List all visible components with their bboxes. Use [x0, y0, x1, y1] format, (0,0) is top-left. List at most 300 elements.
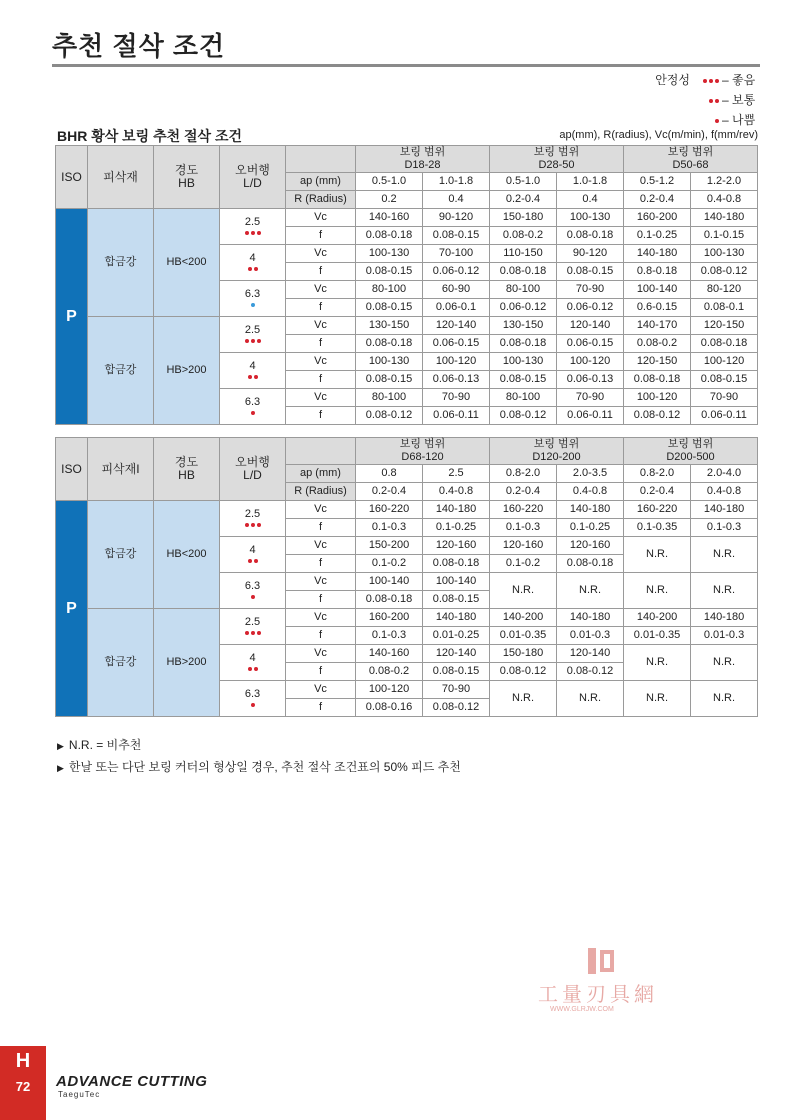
overhang-cell [220, 209, 286, 245]
hardness-label: 경도 [174, 163, 199, 177]
triangle-bullet-icon: ▶ [57, 741, 64, 751]
not-recommended-cell: N.R. [490, 681, 557, 717]
vc-cell: 120-160 [490, 537, 557, 555]
hardness-unit: HB [178, 468, 195, 482]
vc-cell: 140-170 [624, 317, 691, 335]
one-dot-icon [696, 110, 720, 130]
feed-cell: 0.1-0.25 [423, 519, 490, 537]
feed-cell: 0.08-0.2 [356, 663, 423, 681]
note-item: ▶ N.R. = 비추천 [57, 738, 142, 752]
vc-cell: 100-120 [557, 353, 624, 371]
watermark-text: 工量刃具網 [538, 982, 658, 1006]
feed-label: f [286, 263, 356, 281]
vc-label: Vc [286, 317, 356, 335]
vc-cell: 70-90 [557, 281, 624, 299]
section-title: BHR 황삭 보링 추천 절삭 조건 [57, 128, 243, 144]
vc-row [56, 209, 758, 227]
feed-cell: 0.08-0.18 [624, 371, 691, 389]
overhang-value: 2.5 [244, 324, 261, 336]
legend-good-label: – 좋음 [722, 73, 756, 87]
radius-cell: 0.2-0.4 [490, 191, 557, 209]
vc-cell: 60-90 [423, 281, 490, 299]
overhang-label: 오버행 [235, 163, 270, 177]
vc-cell: 100-130 [490, 353, 557, 371]
ap-cell: 2.0-3.5 [557, 465, 624, 483]
overhang-value: 2.5 [244, 616, 261, 628]
feed-label: f [286, 407, 356, 425]
vc-cell: 100-140 [624, 281, 691, 299]
vc-cell: 150-200 [356, 537, 423, 555]
feed-cell: 0.06-0.1 [423, 299, 490, 317]
radius-cell: 0.4 [557, 191, 624, 209]
feed-cell: 0.06-0.12 [423, 263, 490, 281]
overhang-value: 2.5 [244, 508, 261, 520]
vc-cell: 120-140 [423, 645, 490, 663]
vc-cell: 140-180 [691, 501, 758, 519]
stability-dots-icon [220, 665, 285, 673]
ap-cell: 0.8-2.0 [624, 465, 691, 483]
hardness-cell: HB>200 [154, 609, 220, 717]
title-rule [52, 64, 760, 67]
feed-cell: 0.1-0.2 [356, 555, 423, 573]
overhang-cell [220, 573, 286, 609]
feed-cell: 0.01-0.25 [423, 627, 490, 645]
stability-dots-icon [220, 337, 285, 345]
vc-cell: 70-90 [557, 389, 624, 407]
overhang-value: 4 [249, 652, 256, 664]
radius-cell: 0.4-0.8 [691, 483, 758, 501]
stability-dots-icon [220, 701, 285, 709]
feed-cell: 0.08-0.15 [423, 591, 490, 609]
overhang-value: 4 [249, 252, 256, 264]
feed-cell: 0.08-0.15 [557, 263, 624, 281]
vc-cell: 120-150 [624, 353, 691, 371]
boring-range-header [356, 438, 490, 465]
header-row [56, 438, 758, 465]
page-tab [0, 1046, 46, 1120]
stability-legend [655, 70, 758, 130]
ap-cell: 0.5-1.0 [490, 173, 557, 191]
ap-label: ap (mm) [286, 173, 356, 191]
page-title: 추천 절삭 조건 [52, 31, 226, 61]
two-dots-icon [696, 90, 720, 110]
feed-cell: 0.06-0.11 [557, 407, 624, 425]
feed-cell: 0.08-0.16 [356, 699, 423, 717]
stability-dots-icon [220, 301, 285, 309]
feed-label: f [286, 371, 356, 389]
overhang-cell [220, 681, 286, 717]
overhang-unit: L/D [243, 468, 262, 482]
ap-cell: 1.0-1.8 [557, 173, 624, 191]
not-recommended-cell: N.R. [691, 645, 758, 681]
iso-header: ISO [56, 146, 88, 209]
overhang-value: 4 [249, 544, 256, 556]
boring-range-header [356, 146, 490, 173]
three-dots-icon [696, 70, 720, 90]
vc-label: Vc [286, 573, 356, 591]
feed-cell: 0.08-0.18 [691, 335, 758, 353]
feed-cell: 0.01-0.3 [557, 627, 624, 645]
ap-cell: 0.5-1.0 [356, 173, 423, 191]
vc-cell: 110-150 [490, 245, 557, 263]
hardness-label: 경도 [174, 455, 199, 469]
boring-range-value: D120-200 [532, 451, 581, 463]
vc-cell: 150-180 [490, 645, 557, 663]
feed-cell: 0.08-0.15 [423, 663, 490, 681]
radius-cell: 0.2-0.4 [490, 483, 557, 501]
watermark-logo-icon [586, 946, 616, 976]
stability-dots-icon [220, 265, 285, 273]
radius-label: R (Radius) [286, 191, 356, 209]
vc-cell: 160-220 [624, 501, 691, 519]
overhang-cell [220, 245, 286, 281]
feed-cell: 0.08-0.18 [423, 555, 490, 573]
feed-cell: 0.1-0.25 [624, 227, 691, 245]
feed-cell: 0.1-0.15 [691, 227, 758, 245]
not-recommended-cell: N.R. [557, 573, 624, 609]
vc-cell: 120-140 [557, 317, 624, 335]
radius-cell: 0.2 [356, 191, 423, 209]
boring-range-value: D50-68 [672, 159, 709, 171]
vc-cell: 80-100 [356, 281, 423, 299]
not-recommended-cell: N.R. [624, 645, 691, 681]
feed-cell: 0.08-0.18 [356, 227, 423, 245]
ap-cell: 0.8 [356, 465, 423, 483]
vc-cell: 160-200 [356, 609, 423, 627]
boring-range-label: 보링 범위 [667, 438, 714, 450]
feed-label: f [286, 519, 356, 537]
vc-cell: 140-160 [356, 645, 423, 663]
overhang-value: 2.5 [244, 216, 261, 228]
vc-label: Vc [286, 681, 356, 699]
vc-cell: 140-200 [490, 609, 557, 627]
not-recommended-cell: N.R. [691, 681, 758, 717]
boring-range-header [624, 146, 758, 173]
feed-cell: 0.08-0.15 [490, 371, 557, 389]
vc-cell: 120-160 [423, 537, 490, 555]
legend-normal-label: – 보통 [722, 93, 756, 107]
vc-cell: 120-150 [691, 317, 758, 335]
feed-cell: 0.08-0.12 [423, 699, 490, 717]
feed-cell: 0.08-0.18 [557, 555, 624, 573]
radius-cell: 0.2-0.4 [356, 483, 423, 501]
page-number: 72 [15, 1079, 31, 1094]
feed-cell: 0.1-0.3 [490, 519, 557, 537]
feed-cell: 0.08-0.18 [356, 591, 423, 609]
vc-cell: 160-220 [490, 501, 557, 519]
vc-cell: 140-180 [624, 245, 691, 263]
feed-cell: 0.1-0.3 [691, 519, 758, 537]
ap-cell: 0.8-2.0 [490, 465, 557, 483]
boring-range-value: D28-50 [538, 159, 575, 171]
feed-cell: 0.1-0.25 [557, 519, 624, 537]
header-spacer [286, 438, 356, 465]
vc-cell: 140-180 [691, 209, 758, 227]
not-recommended-cell: N.R. [691, 537, 758, 573]
feed-label: f [286, 627, 356, 645]
hardness-unit: HB [178, 176, 195, 190]
vc-cell: 120-160 [557, 537, 624, 555]
overhang-value: 4 [249, 360, 256, 372]
header-spacer [286, 146, 356, 173]
overhang-label: 오버행 [235, 455, 270, 469]
vc-cell: 140-200 [624, 609, 691, 627]
vc-label: Vc [286, 645, 356, 663]
stability-dots-icon [220, 629, 285, 637]
feed-label: f [286, 663, 356, 681]
vc-cell: 100-120 [423, 353, 490, 371]
vc-cell: 90-120 [423, 209, 490, 227]
vc-label: Vc [286, 537, 356, 555]
vc-cell: 80-100 [490, 281, 557, 299]
section-letter: H [15, 1050, 31, 1072]
cutting-table-2 [55, 437, 758, 717]
not-recommended-cell: N.R. [624, 681, 691, 717]
feed-cell: 0.06-0.15 [423, 335, 490, 353]
overhang-cell [220, 353, 286, 389]
overhang-cell [220, 317, 286, 353]
hardness-header [154, 146, 220, 209]
legend-good [655, 70, 758, 90]
vc-cell: 70-90 [691, 389, 758, 407]
ap-cell: 0.5-1.2 [624, 173, 691, 191]
feed-cell: 0.08-0.18 [557, 227, 624, 245]
brand-name: ADVANCE CUTTING [56, 1073, 208, 1090]
vc-cell: 100-130 [356, 245, 423, 263]
overhang-cell [220, 537, 286, 573]
vc-cell: 120-140 [423, 317, 490, 335]
ap-label: ap (mm) [286, 465, 356, 483]
feed-cell: 0.08-0.2 [490, 227, 557, 245]
ap-cell: 1.2-2.0 [691, 173, 758, 191]
notes [57, 735, 461, 779]
radius-cell: 0.2-0.4 [624, 191, 691, 209]
vc-cell: 140-160 [356, 209, 423, 227]
units-note: ap(mm), R(radius), Vc(m/min), f(mm/rev) [559, 129, 758, 141]
overhang-cell [220, 609, 286, 645]
feed-cell: 0.06-0.15 [557, 335, 624, 353]
boring-range-label: 보링 범위 [399, 146, 446, 158]
hardness-cell: HB<200 [154, 209, 220, 317]
vc-cell: 100-120 [624, 389, 691, 407]
radius-cell: 0.2-0.4 [624, 483, 691, 501]
not-recommended-cell: N.R. [691, 573, 758, 609]
feed-label: f [286, 699, 356, 717]
feed-cell: 0.08-0.12 [557, 663, 624, 681]
overhang-value: 6.3 [244, 288, 261, 300]
feed-cell: 0.1-0.35 [624, 519, 691, 537]
iso-p-cell: P [56, 209, 88, 425]
ap-cell: 1.0-1.8 [423, 173, 490, 191]
feed-cell: 0.06-0.11 [423, 407, 490, 425]
vc-cell: 140-180 [557, 501, 624, 519]
feed-cell: 0.08-0.12 [691, 263, 758, 281]
vc-cell: 130-150 [356, 317, 423, 335]
vc-row [56, 609, 758, 627]
material-cell: 합금강 [88, 501, 154, 609]
stability-dots-icon [220, 373, 285, 381]
feed-cell: 0.08-0.18 [490, 263, 557, 281]
feed-label: f [286, 591, 356, 609]
hardness-header [154, 438, 220, 501]
radius-label: R (Radius) [286, 483, 356, 501]
legend-bad-label: – 나쁨 [722, 113, 756, 127]
vc-cell: 90-120 [557, 245, 624, 263]
feed-label: f [286, 227, 356, 245]
material-header: 피삭재I [88, 438, 154, 501]
overhang-cell [220, 501, 286, 537]
stability-dots-icon [220, 557, 285, 565]
boring-range-label: 보링 범위 [667, 146, 714, 158]
overhang-value: 6.3 [244, 688, 261, 700]
boring-range-label: 보링 범위 [399, 438, 446, 450]
feed-cell: 0.01-0.3 [691, 627, 758, 645]
feed-cell: 0.1-0.2 [490, 555, 557, 573]
boring-range-header [490, 438, 624, 465]
feed-cell: 0.08-0.18 [356, 335, 423, 353]
feed-cell: 0.1-0.3 [356, 519, 423, 537]
not-recommended-cell: N.R. [624, 537, 691, 573]
vc-cell: 140-180 [423, 609, 490, 627]
feed-cell: 0.08-0.12 [356, 407, 423, 425]
vc-cell: 140-180 [691, 609, 758, 627]
boring-range-label: 보링 범위 [533, 438, 580, 450]
feed-cell: 0.08-0.15 [356, 371, 423, 389]
note-item: ▶ 한날 또는 다단 보링 커터의 형상일 경우, 추천 절삭 조건표의 50% 피드 추천 [57, 760, 461, 774]
feed-cell: 0.08-0.12 [624, 407, 691, 425]
iso-p-cell: P [56, 501, 88, 717]
vc-label: Vc [286, 389, 356, 407]
feed-cell: 0.06-0.12 [490, 299, 557, 317]
feed-cell: 0.08-0.12 [490, 407, 557, 425]
overhang-cell [220, 645, 286, 681]
vc-label: Vc [286, 353, 356, 371]
feed-cell: 0.08-0.1 [691, 299, 758, 317]
material-cell: 합금강 [88, 609, 154, 717]
feed-cell: 0.01-0.35 [490, 627, 557, 645]
feed-cell: 0.08-0.2 [624, 335, 691, 353]
boring-range-label: 보링 범위 [533, 146, 580, 158]
feed-cell: 0.08-0.12 [490, 663, 557, 681]
vc-cell: 120-140 [557, 645, 624, 663]
overhang-cell [220, 389, 286, 425]
radius-cell: 0.4-0.8 [691, 191, 758, 209]
boring-range-value: D18-28 [404, 159, 441, 171]
vc-label: Vc [286, 501, 356, 519]
vc-row [56, 317, 758, 335]
cutting-table-1 [55, 145, 758, 425]
watermark-url: WWW.GLRJW.COM [550, 1006, 614, 1013]
triangle-bullet-icon: ▶ [57, 763, 64, 773]
feed-label: f [286, 555, 356, 573]
vc-cell: 100-140 [423, 573, 490, 591]
feed-cell: 0.1-0.3 [356, 627, 423, 645]
vc-cell: 100-130 [557, 209, 624, 227]
stability-dots-icon [220, 229, 285, 237]
vc-cell: 80-100 [490, 389, 557, 407]
overhang-header [220, 146, 286, 209]
feed-cell: 0.01-0.35 [624, 627, 691, 645]
vc-cell: 70-90 [423, 389, 490, 407]
iso-header: ISO [56, 438, 88, 501]
overhang-header [220, 438, 286, 501]
vc-cell: 80-100 [356, 389, 423, 407]
not-recommended-cell: N.R. [624, 573, 691, 609]
legend-bad [655, 110, 758, 130]
not-recommended-cell: N.R. [557, 681, 624, 717]
brand-logo [56, 1073, 207, 1099]
radius-cell: 0.4-0.8 [423, 483, 490, 501]
feed-cell: 0.06-0.13 [557, 371, 624, 389]
ap-cell: 2.5 [423, 465, 490, 483]
vc-label: Vc [286, 245, 356, 263]
feed-cell: 0.08-0.15 [691, 371, 758, 389]
feed-cell: 0.8-0.18 [624, 263, 691, 281]
vc-cell: 70-100 [423, 245, 490, 263]
brand-sub: TaeguTec [58, 1090, 101, 1099]
vc-cell: 160-200 [624, 209, 691, 227]
feed-cell: 0.08-0.18 [490, 335, 557, 353]
material-cell: 합금강 [88, 209, 154, 317]
hardness-cell: HB>200 [154, 317, 220, 425]
overhang-cell [220, 281, 286, 317]
vc-cell: 160-220 [356, 501, 423, 519]
radius-cell: 0.4-0.8 [557, 483, 624, 501]
feed-cell: 0.08-0.15 [423, 227, 490, 245]
vc-cell: 140-180 [557, 609, 624, 627]
material-cell: 합금강 [88, 317, 154, 425]
feed-cell: 0.06-0.13 [423, 371, 490, 389]
stability-dots-icon [220, 521, 285, 529]
header-row [56, 146, 758, 173]
vc-cell: 140-180 [423, 501, 490, 519]
not-recommended-cell: N.R. [490, 573, 557, 609]
vc-cell: 70-90 [423, 681, 490, 699]
vc-label: Vc [286, 209, 356, 227]
feed-cell: 0.6-0.15 [624, 299, 691, 317]
vc-cell: 100-130 [691, 245, 758, 263]
feed-label: f [286, 299, 356, 317]
vc-cell: 100-130 [356, 353, 423, 371]
vc-label: Vc [286, 609, 356, 627]
feed-cell: 0.06-0.12 [557, 299, 624, 317]
boring-range-header [624, 438, 758, 465]
material-header: 피삭재 [88, 146, 154, 209]
vc-cell: 130-150 [490, 317, 557, 335]
stability-dots-icon [220, 593, 285, 601]
vc-label: Vc [286, 281, 356, 299]
legend-header: 안정성 [655, 73, 690, 87]
boring-range-value: D200-500 [666, 451, 715, 463]
overhang-value: 6.3 [244, 396, 261, 408]
feed-label: f [286, 335, 356, 353]
boring-range-header [490, 146, 624, 173]
feed-cell: 0.06-0.11 [691, 407, 758, 425]
hardness-cell: HB<200 [154, 501, 220, 609]
vc-cell: 150-180 [490, 209, 557, 227]
legend-normal [655, 90, 758, 110]
feed-cell: 0.08-0.15 [356, 299, 423, 317]
feed-cell: 0.08-0.15 [356, 263, 423, 281]
overhang-value: 6.3 [244, 580, 261, 592]
boring-range-value: D68-120 [401, 451, 444, 463]
vc-cell: 100-120 [356, 681, 423, 699]
overhang-unit: L/D [243, 176, 262, 190]
vc-row [56, 501, 758, 519]
stability-dots-icon [220, 409, 285, 417]
vc-cell: 100-120 [691, 353, 758, 371]
ap-cell: 2.0-4.0 [691, 465, 758, 483]
